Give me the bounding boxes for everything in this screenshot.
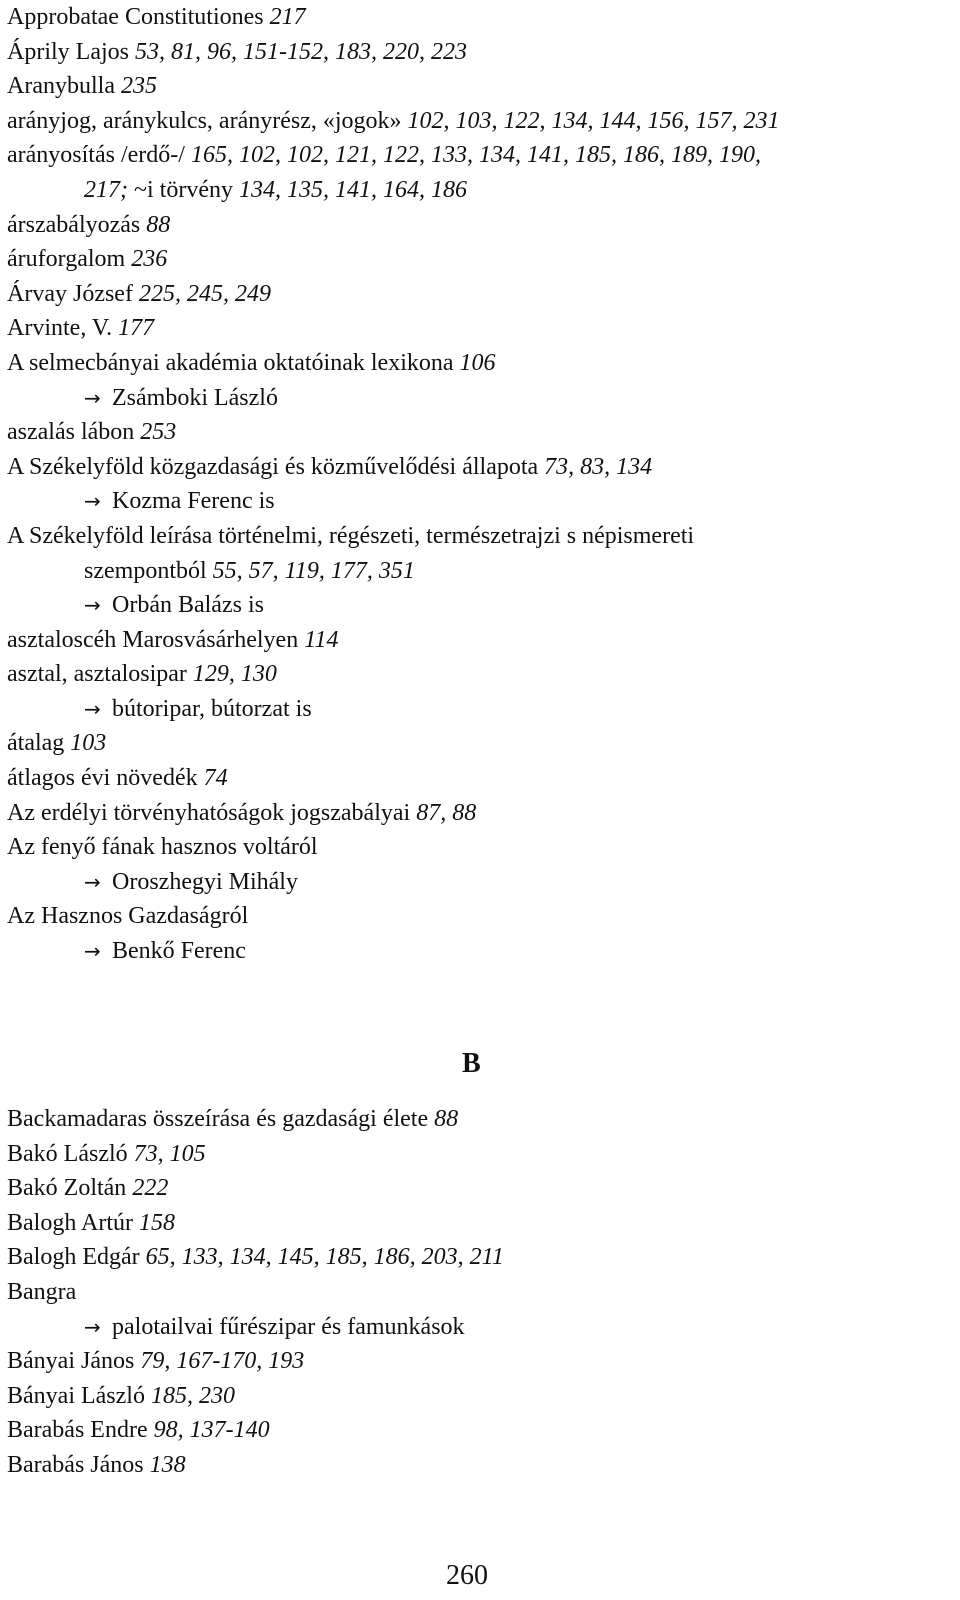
entry-pages: 165, 102, 102, 121, 122, 133, 134, 141, 185, 186, 189, 190,: [190, 142, 761, 169]
index-entry: [7, 1413, 952, 1448]
index-entry: [7, 830, 952, 865]
index-entry: [7, 208, 952, 243]
entry-pages: 158: [139, 1209, 175, 1236]
entry-pages: 98, 137-140: [153, 1417, 270, 1444]
index-entry: [7, 1275, 952, 1310]
see-target: bútoripar, bútorzat is: [112, 695, 312, 722]
entry-term: áruforgalom: [7, 246, 132, 273]
entry-pages: 185, 230: [150, 1382, 235, 1409]
index-entry: [7, 761, 952, 796]
see-target: palotailvai fűrészipar és famunkások: [112, 1313, 465, 1340]
entry-term: szempontból: [84, 557, 213, 584]
section-heading: B: [462, 1048, 481, 1079]
entry-term: Balogh Edgár: [7, 1244, 146, 1271]
entry-pages: 177: [118, 315, 155, 342]
see-target: Kozma Ferenc is: [112, 488, 275, 515]
entry-term: Bányai László: [7, 1382, 151, 1409]
index-entry: [7, 623, 952, 658]
entry-pages: 217;: [84, 176, 128, 203]
entry-pages: 87, 88: [416, 799, 477, 826]
index-entry: [7, 657, 952, 692]
entry-term: Aranybulla: [7, 73, 121, 100]
index-entry: [7, 35, 952, 70]
arrow-right-icon: →: [84, 939, 101, 964]
index-entry: [7, 1448, 952, 1483]
arrow-right-icon: →: [84, 385, 101, 410]
entry-pages: 65, 133, 134, 145, 185, 186, 203, 211: [145, 1244, 504, 1271]
index-entry: [7, 104, 952, 139]
entry-pages: 222: [132, 1175, 169, 1202]
entry-term: Bakó Zoltán: [7, 1175, 133, 1202]
page-number: 260: [446, 1560, 488, 1591]
entry-term: Az fenyő fának hasznos voltáról: [7, 834, 318, 861]
entry-pages: 225, 245, 249: [138, 280, 271, 307]
index-entry: [7, 450, 952, 485]
index-entry: [7, 1344, 952, 1379]
entry-term: Balogh Artúr: [7, 1209, 139, 1236]
entry-pages: 73, 83, 134: [544, 453, 653, 480]
entry-pages: 217: [269, 4, 306, 30]
entry-pages: 134, 135, 141, 164, 186: [238, 176, 467, 203]
entry-pages: 114: [304, 626, 339, 653]
index-section-a: [7, 0, 952, 969]
see-target: Orbán Balázs is: [112, 592, 264, 619]
index-entry: [7, 1171, 952, 1206]
entry-pages: 88: [434, 1106, 459, 1132]
entry-pages: 79, 167-170, 193: [140, 1348, 305, 1375]
entry-term: Backamadaras összeírása és gazdasági élete: [7, 1106, 435, 1132]
entry-pages: 103: [70, 730, 107, 757]
index-entry: [7, 138, 952, 173]
entry-term: árszabályozás: [7, 211, 147, 238]
index-entry: [7, 726, 952, 761]
entry-term: Bányai János: [7, 1348, 141, 1375]
entry-term: Barabás János: [7, 1451, 150, 1478]
entry-pages: 106: [459, 349, 496, 376]
entry-term: A Székelyföld közgazdasági és közművelődési állapota: [7, 453, 545, 480]
arrow-right-icon: →: [84, 489, 101, 514]
arrow-right-icon: →: [84, 869, 101, 894]
index-entry: [7, 415, 952, 450]
entry-term: arányosítás /erdő-/: [7, 142, 191, 169]
index-entry: [7, 242, 952, 277]
entry-pages: 53, 81, 96, 151-152, 183, 220, 223: [134, 38, 467, 65]
entry-term: asztaloscéh Marosvásárhelyen: [7, 626, 305, 653]
entry-term: Árvay József: [7, 280, 139, 307]
index-entry: [7, 346, 952, 381]
entry-term: ~i törvény: [128, 176, 239, 203]
entry-pages: 129, 130: [192, 661, 277, 688]
index-entry: [7, 1102, 952, 1137]
index-section-b: [7, 1102, 952, 1483]
entry-term: A selmecbányai akadémia oktatóinak lexikona: [7, 349, 460, 376]
entry-term: asztal, asztalosipar: [7, 661, 193, 688]
entry-term: arányjog, aránykulcs, arányrész, «jogok»: [7, 107, 408, 134]
entry-term: Az Hasznos Gazdaságról: [7, 903, 249, 930]
entry-pages: 253: [140, 419, 177, 446]
arrow-right-icon: →: [84, 696, 101, 721]
see-reference: [7, 588, 952, 623]
entry-term: aszalás lábon: [7, 419, 141, 446]
see-target: Zsámboki László: [112, 384, 278, 411]
see-reference: [7, 1310, 952, 1345]
index-entry: [7, 1379, 952, 1414]
entry-pages: 55, 57, 119, 177, 351: [212, 557, 415, 584]
see-reference: [7, 692, 952, 727]
entry-pages: 73, 105: [133, 1140, 206, 1167]
entry-term: Arvinte, V.: [7, 315, 119, 342]
see-reference: [7, 381, 952, 416]
index-entry: [7, 796, 952, 831]
entry-pages: 74: [203, 765, 228, 792]
arrow-right-icon: →: [84, 1314, 101, 1339]
entry-term: A Székelyföld leírása történelmi, régészeti, természetrajzi s népismereti: [7, 522, 695, 549]
entry-pages: 236: [131, 246, 168, 273]
index-entry: [7, 519, 952, 554]
entry-term: Bakó László: [7, 1140, 134, 1167]
see-target: Oroszhegyi Mihály: [112, 868, 298, 895]
entry-pages: 235: [120, 73, 157, 100]
index-entry: [7, 1206, 952, 1241]
entry-term: Barabás Endre: [7, 1417, 154, 1444]
index-entry-continuation: [7, 173, 952, 208]
entry-term: átalag: [7, 730, 71, 757]
entry-term: átlagos évi növedék: [7, 765, 204, 792]
index-entry: [7, 69, 952, 104]
see-reference: [7, 934, 952, 969]
entry-term: Az erdélyi törvényhatóságok jogszabályai: [7, 799, 417, 826]
see-target: Benkő Ferenc: [112, 938, 246, 965]
index-entry-continuation: [7, 554, 952, 589]
entry-term: Áprily Lajos: [7, 38, 135, 65]
arrow-right-icon: →: [84, 593, 101, 618]
index-entry: [7, 1240, 952, 1275]
index-entry: [7, 311, 952, 346]
entry-term: Bangra: [7, 1278, 77, 1305]
entry-pages: 102, 103, 122, 134, 144, 156, 157, 231: [407, 107, 780, 134]
index-entry: [7, 899, 952, 934]
index-entry: [7, 277, 952, 312]
see-reference: [7, 865, 952, 900]
index-entry: [7, 1137, 952, 1172]
see-reference: [7, 484, 952, 519]
entry-term: Approbatae Constitutiones: [7, 4, 270, 30]
entry-pages: 138: [149, 1451, 186, 1478]
entry-pages: 88: [146, 211, 171, 238]
index-entry: [7, 0, 952, 35]
